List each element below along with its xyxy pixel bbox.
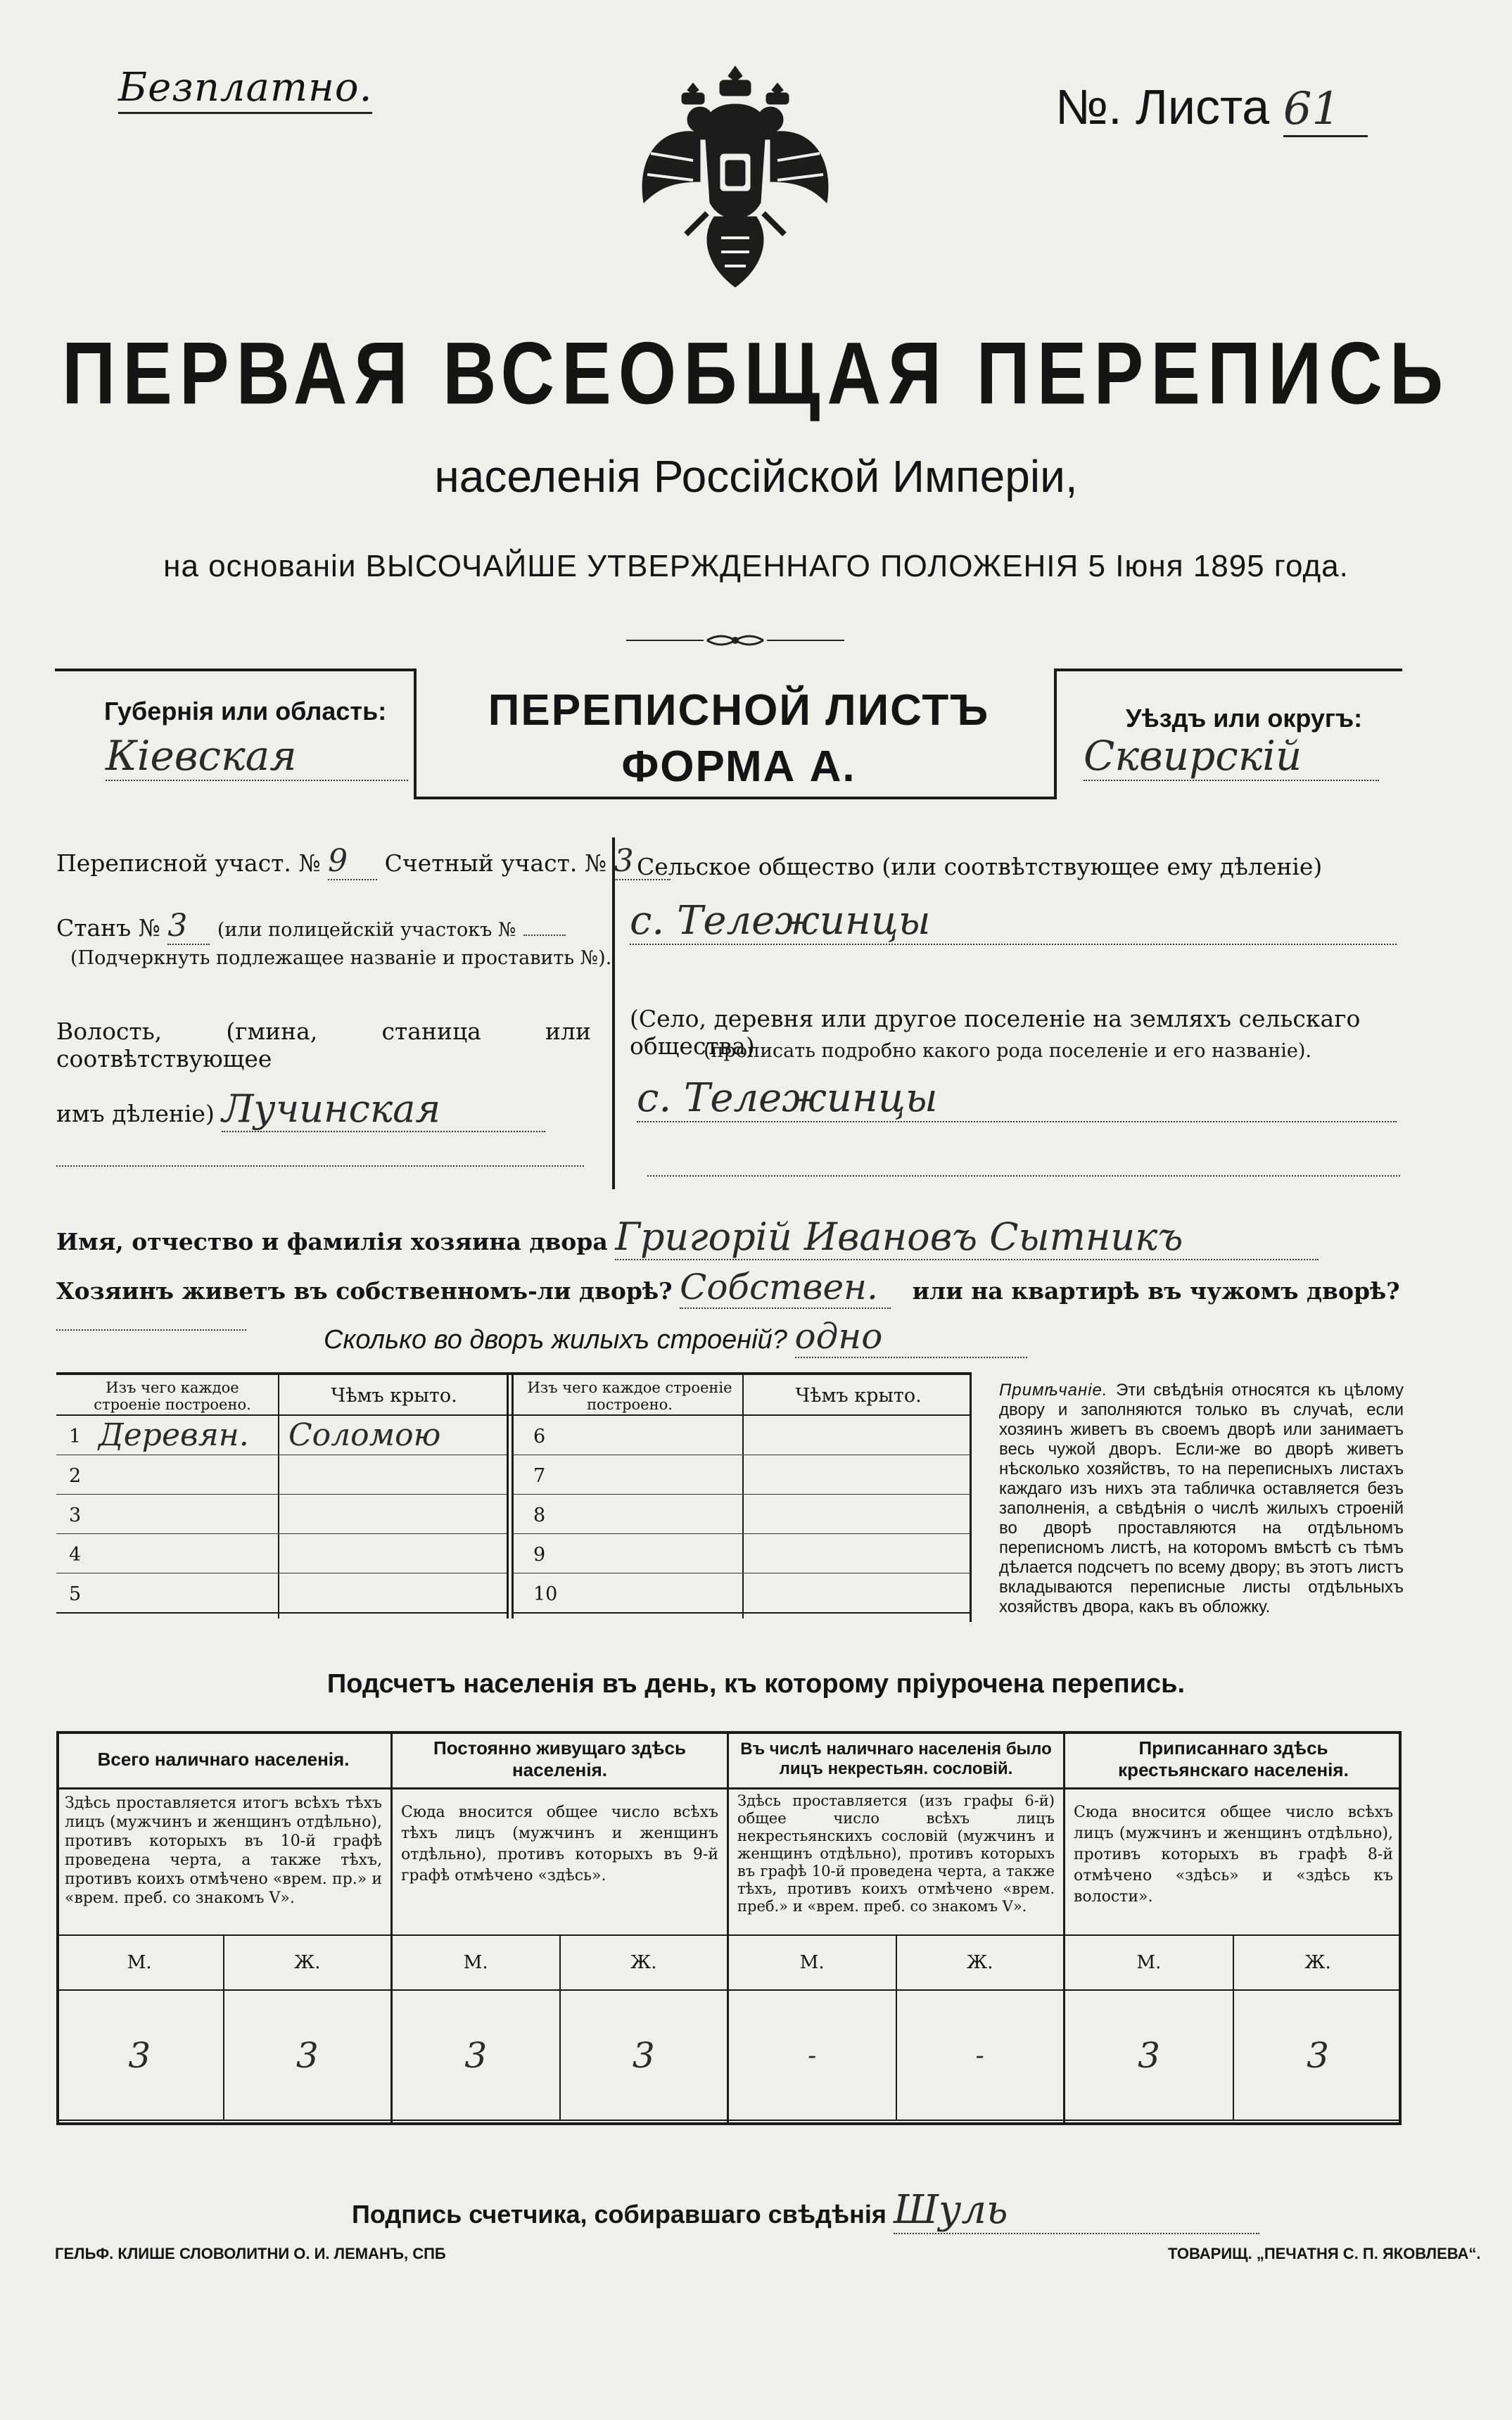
stan-value: 3: [167, 908, 210, 945]
col-material-right: Изъ чего каждое строеніе построено.: [527, 1379, 732, 1413]
column-title: Постоянно живущаго здѣсь населенія.: [393, 1731, 727, 1789]
male-count: 3: [1065, 1991, 1234, 2120]
table-row: [514, 1573, 971, 1614]
volost-row: [56, 1087, 545, 1132]
police-label: (или полицейскій участокъ №: [217, 919, 516, 941]
sheet-number: [1055, 79, 1368, 137]
volost-extra-line: [56, 1165, 584, 1167]
column-title: Всего наличнаго населенія.: [56, 1731, 390, 1789]
village-label: (Село, деревня или другое поселеніе на земляхъ сельскаго общества): [630, 1005, 1361, 1060]
table-row: [56, 1534, 507, 1573]
rural-society-value: с. Тележинцы: [630, 898, 1397, 945]
page-title: ПЕРВАЯ ВСЕОБЩАЯ ПЕРЕПИСЬ: [61, 324, 1451, 423]
district-value: Сквирскій: [1084, 732, 1379, 781]
signature-value: Шуль: [894, 2187, 1259, 2234]
volost-label: Волость, (гмина, станица или соотвѣтствующее: [56, 1018, 591, 1072]
signature-label: Подпись счетчика, собиравшаго свѣдѣнія: [352, 2200, 887, 2229]
counting-section-label: Счетный участ. №: [384, 849, 607, 877]
form-title-line1: ПЕРЕПИСНОЙ ЛИСТЪ: [488, 686, 990, 735]
volost-value: Лучинская: [222, 1087, 545, 1132]
village-value: с. Тележинцы: [637, 1075, 1397, 1122]
row-number: 1: [69, 1426, 82, 1447]
page-subtitle: населенія Россійской Имперіи,: [434, 451, 1078, 502]
province-label: Губернія или область:: [104, 697, 387, 726]
population-col-present: [56, 1731, 393, 2125]
form-title-line2: ФОРМА А.: [621, 742, 856, 791]
buildings-rows-right: [514, 1416, 971, 1614]
note-text: Эти свѣдѣнія относятся къ цѣлому двору и заполняются только въ случаѣ, если хозяинъ живетъ въ своемъ дворѣ или занимаетъ весь чужой дворъ. Если-же во дворѣ живетъ нѣсколько хозяйствъ, то на переписныхъ листахъ каждаго изъ нихъ эта табличка оставляется безъ заполненія, а свѣдѣнія о числѣ жилыхъ строеній во дворѣ проставляются на отдѣльномъ переписномъ листѣ, на которомъ вмѣстѣ съ тѣмъ дѣлается подсчетъ по всему двору; въ этотъ листъ вкладываются переписные листы отдѣльныхъ хозяйствъ двора, какъ въ обложку.: [999, 1381, 1404, 1616]
column-desc: Здѣсь проставляется итогъ всѣхъ тѣхъ лицъ (мужчинъ и женщинъ отдѣльно), противъ которыхъ въ 10-й графѣ проведена черта, а также тѣхъ, противъ коихъ отмѣчено «врем. пр.» и «врем. преб. со знакомъ V».: [56, 1789, 390, 1936]
printer-right: ТОВАРИЩ. „ПЕЧАТНЯ С. П. ЯКОВЛЕВА“.: [1168, 2245, 1481, 2262]
population-col-non-peasant: [729, 1731, 1065, 2125]
stan-label: Станъ №: [56, 914, 160, 942]
male-label: М.: [56, 1936, 224, 1989]
owner-lives-value: Собствен.: [680, 1267, 891, 1309]
section-divider: [612, 837, 615, 1189]
owner-name-label: Имя, отчество и фамилія хозяина двора: [56, 1228, 608, 1255]
male-count: 3: [56, 1991, 224, 2120]
row-number: 6: [533, 1426, 546, 1447]
row-number: 8: [533, 1504, 546, 1526]
note-title: Примѣчаніе.: [999, 1381, 1108, 1400]
female-count: 3: [1307, 2035, 1329, 2076]
divider-ornament: [626, 632, 844, 649]
col-material-left: Изъ чего каждое строеніе построено.: [94, 1379, 251, 1413]
sheet-number-value: 61: [1283, 83, 1368, 137]
male-count: 3: [393, 1991, 561, 2120]
col-roof-left: Чѣмъ крыто.: [331, 1385, 457, 1407]
table-row: [514, 1416, 971, 1455]
column-desc: Сюда вносится общее число всѣхъ тѣхъ лицъ (мужчинъ и женщинъ отдѣльно), противъ которыхъ въ 9-й графѣ отмѣчено «здѣсь».: [393, 1789, 727, 1936]
census-section-row: [56, 843, 671, 880]
male-label: М.: [729, 1936, 897, 1989]
owner-apartment-label: или на квартирѣ въ чужомъ дворѣ?: [912, 1277, 1400, 1305]
row-number: 9: [533, 1544, 546, 1566]
table-row: [514, 1495, 971, 1534]
province-value: Кіевская: [106, 732, 408, 781]
counting-section-value: 3: [614, 843, 671, 880]
police-value: [523, 935, 566, 936]
column-desc: Здѣсь проставляется (изъ графы 6-й) общее число всѣхъ лицъ некрестьянскихъ сословій (мужчинъ и женщинъ отдѣльно), противъ которыхъ въ графѣ 10-й проведена черта, а также тѣхъ, противъ коихъ отмѣчено «врем. преб.» и «врем. преб. со знакомъ V».: [729, 1789, 1063, 1936]
table-row: [514, 1455, 971, 1495]
buildings-value: одно: [795, 1316, 1027, 1358]
sheet-number-label: №. Листа: [1055, 80, 1270, 134]
village-extra-line: [647, 1175, 1400, 1177]
female-count: 3: [296, 2035, 319, 2076]
population-heading: Подсчетъ населенія въ день, къ которому пріурочена перепись.: [326, 1669, 1186, 1699]
stan-row: [56, 908, 566, 945]
free-label: Безплатно.: [118, 65, 372, 114]
row-number: 5: [69, 1583, 82, 1605]
row-number: 4: [69, 1544, 82, 1566]
population-col-resident: [393, 1731, 729, 2125]
male-count: -: [729, 1991, 897, 2120]
double-headed-eagle-icon: [630, 62, 841, 301]
female-count: 3: [632, 2035, 655, 2076]
population-col-registered: [1065, 1731, 1402, 2125]
column-title: Приписаннаго здѣсь крестьянскаго населенія.: [1065, 1731, 1402, 1789]
table-row: [56, 1416, 507, 1455]
note-block: [999, 1381, 1404, 1617]
owner-name-value: Григорій Ивановъ Сытникъ: [615, 1215, 1319, 1260]
buildings-row: [324, 1316, 1027, 1358]
census-section-value: 9: [328, 843, 377, 880]
district-label: Уѣздъ или округъ:: [1126, 704, 1363, 733]
row-number: 7: [533, 1465, 546, 1487]
signature-row: [352, 2187, 1259, 2234]
underline-note: (Подчеркнуть подлежащее названіе и проставить №).: [70, 947, 612, 969]
col-roof-right: Чѣмъ крыто.: [795, 1385, 922, 1407]
row-material: Деревян.: [99, 1417, 249, 1453]
census-section-label: Переписной участ. №: [56, 849, 321, 877]
owner-name-row: [56, 1215, 1319, 1260]
female-count: -: [975, 2041, 984, 2070]
volost-label-2: имъ дѣленіе): [56, 1100, 215, 1127]
table-row: [56, 1495, 507, 1534]
female-label: Ж.: [630, 1952, 657, 1973]
row-number: 2: [69, 1465, 82, 1487]
rural-society-label: Сельское общество (или соотвѣтствующее ему дѣленіе): [637, 853, 1323, 880]
form-title: [408, 683, 1069, 795]
female-label: Ж.: [1304, 1952, 1331, 1973]
row-roof: Соломою: [288, 1417, 441, 1453]
male-label: М.: [393, 1936, 561, 1989]
table-row: [56, 1573, 507, 1614]
village-note: (прописать подробно какого рода поселеніе и его названіе).: [704, 1040, 1311, 1062]
buildings-rows-left: [56, 1416, 507, 1614]
population-table: [56, 1731, 1402, 2125]
row-number: 10: [533, 1583, 558, 1605]
column-title: Въ числѣ наличнаго населенія было лицъ некрестьян. сословій.: [729, 1731, 1063, 1789]
row-number: 3: [69, 1504, 82, 1526]
table-row: [56, 1455, 507, 1495]
male-label: М.: [1065, 1936, 1234, 1989]
column-desc: Сюда вносится общее число всѣхъ лицъ (мужчинъ и женщинъ отдѣльно), противъ которыхъ въ графѣ 8-й отмѣчено «здѣсь» и «здѣсь къ волости».: [1065, 1789, 1402, 1936]
owner-lives-label: Хозяинъ живетъ въ собственномъ-ли дворѣ?: [56, 1277, 673, 1305]
owner-apartment-value: [56, 1329, 246, 1331]
printer-left: ГЕЛЬФ. КЛИШЕ СЛОВОЛИТНИ О. И. ЛЕМАНЪ, СПБ: [55, 2245, 446, 2262]
female-label: Ж.: [294, 1952, 321, 1973]
female-label: Ж.: [967, 1952, 993, 1973]
buildings-label: Сколько во дворъ жилыхъ строеній?: [324, 1325, 787, 1355]
legal-basis: на основаніи ВЫСОЧАЙШЕ УТВЕРЖДЕННАГО ПОЛОЖЕНІЯ 5 Іюня 1895 года.: [163, 549, 1349, 583]
table-row: [514, 1534, 971, 1573]
